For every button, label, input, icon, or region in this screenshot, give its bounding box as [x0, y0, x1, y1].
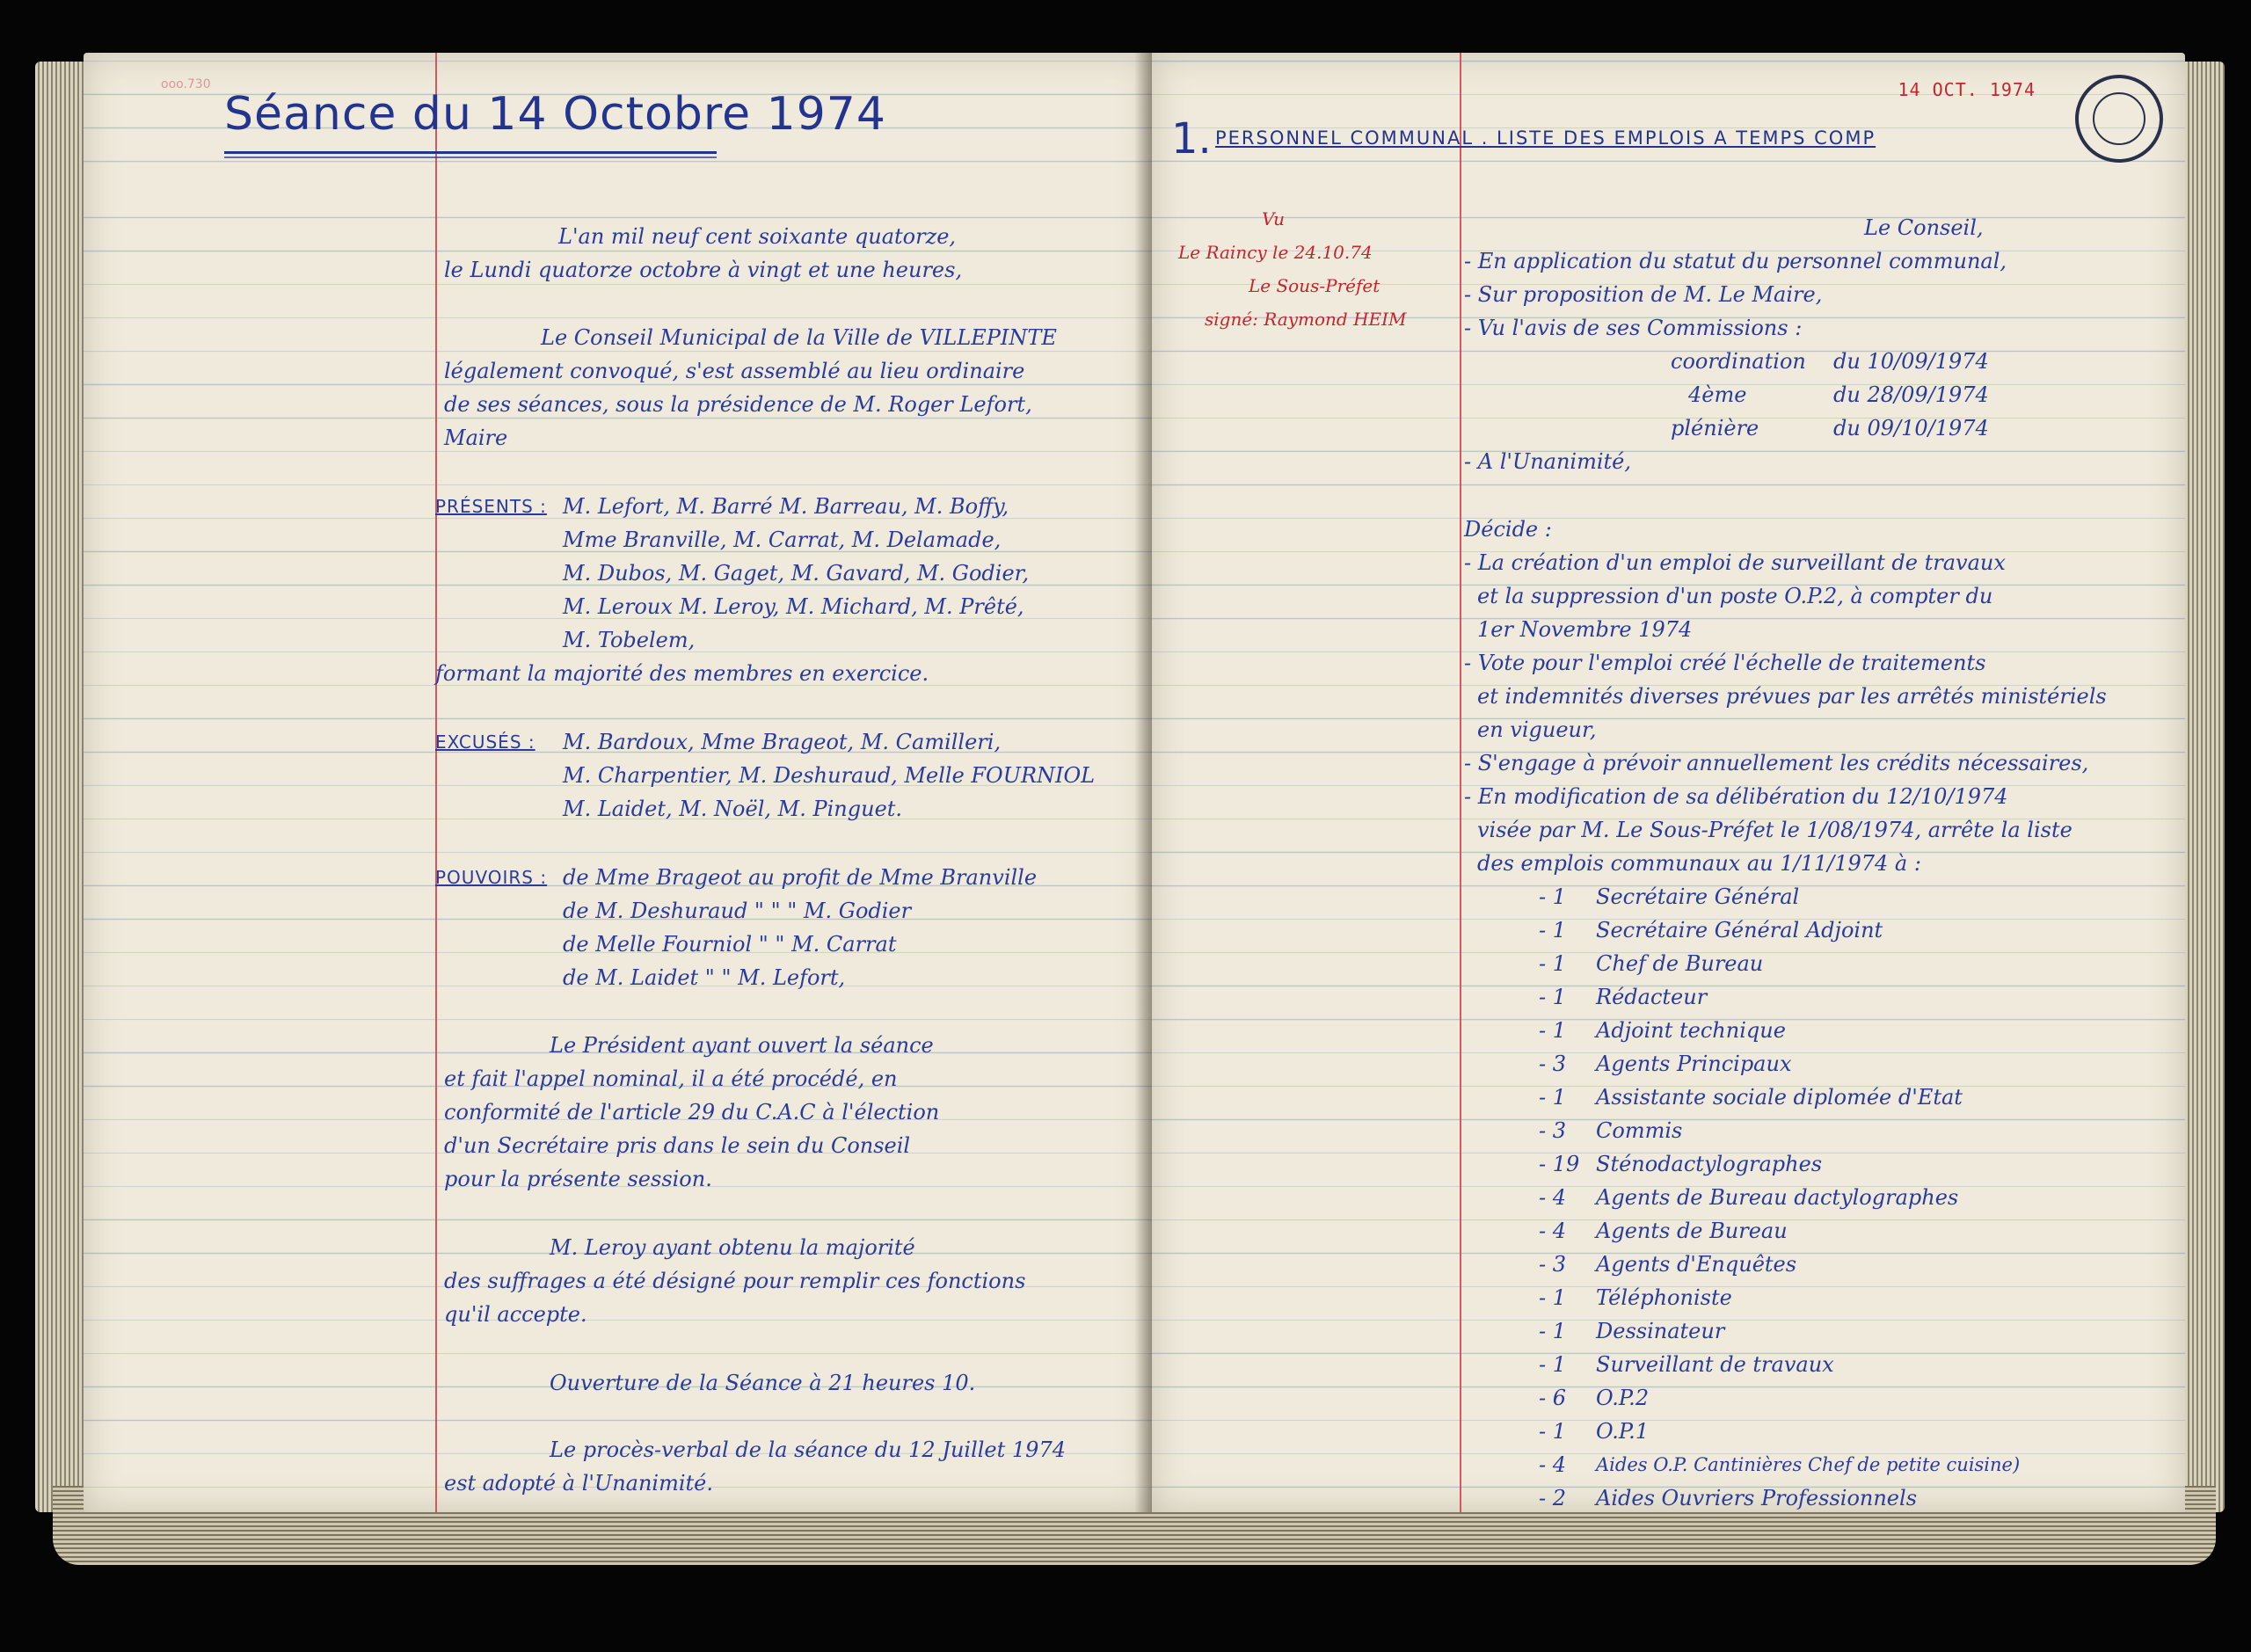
list-item-title: Chef de Bureau [1596, 951, 1764, 976]
commission-date: du 10/09/1974 [1833, 349, 1989, 374]
prefecture-seal [2075, 75, 2163, 163]
presents-line: M. Leroux M. Leroy, M. Michard, M. Prêté, [563, 594, 1024, 619]
list-item-title: O.P.1 [1596, 1419, 1650, 1444]
decision-line: - En modification de sa délibération du 12/10/1974 [1464, 784, 2008, 809]
president-line: conformité de l'article 29 du C.A.C à l'élection [444, 1100, 940, 1124]
visa-line: Le Raincy le 24.10.74 [1178, 242, 1373, 263]
list-item-title: Assistante sociale diplomée d'Etat [1596, 1085, 1963, 1110]
presents-line: Mme Branville, M. Carrat, M. Delamade, [563, 528, 1002, 552]
list-item-title: Sténodactylographes [1596, 1152, 1823, 1176]
list-item-count: - 1 [1539, 1352, 1567, 1377]
list-item-title: Agents de Bureau [1596, 1219, 1788, 1243]
list-item-count: - 1 [1539, 1018, 1567, 1043]
pouvoirs-line: de Mme Brageot au profit de Mme Branville [563, 865, 1038, 890]
list-item-title: Aides O.P. Cantinières Chef de petite cuisine) [1596, 1454, 2021, 1475]
secretaire-line: qu'il accepte. [444, 1302, 587, 1327]
list-item-count: - 1 [1539, 884, 1567, 909]
intro-line: L'an mil neuf cent soixante quatorze, [558, 224, 957, 249]
presents-closing: formant la majorité des membres en exercice. [435, 661, 929, 686]
commission-name: 4ème [1688, 382, 1747, 407]
excuses-label: EXCUSÉS : [435, 731, 535, 753]
seal-inner-ring [2093, 92, 2145, 145]
decision-line: - La création d'un emploi de surveillant de travaux [1464, 550, 2006, 575]
list-item-count: - 19 [1539, 1152, 1580, 1176]
convocation-line: de ses séances, sous la présidence de M. Roger Lefort, [444, 392, 1032, 417]
ouverture-line: Ouverture de la Séance à 21 heures 10. [550, 1371, 976, 1395]
list-item-count: - 1 [1539, 951, 1567, 976]
title-underline [224, 151, 717, 154]
page-title: Séance du 14 Octobre 1974 [224, 88, 886, 141]
secretaire-line: M. Leroy ayant obtenu la majorité [550, 1235, 915, 1260]
pouvoirs-label: POUVOIRS : [435, 867, 548, 888]
proces-verbal-line: est adopté à l'Unanimité. [444, 1471, 713, 1496]
list-item-title: Adjoint technique [1596, 1018, 1786, 1043]
list-item-count: - 1 [1539, 1085, 1567, 1110]
president-line: Le Président ayant ouvert la séance [550, 1033, 934, 1058]
convocation-line: légalement convoqué, s'est assemblé au lieu ordinaire [444, 359, 1025, 383]
list-item-title: Agents Principaux [1596, 1052, 1792, 1076]
list-item-count: - 4 [1539, 1185, 1567, 1210]
list-item-count: - 4 [1539, 1219, 1567, 1243]
list-item-title: Commis [1596, 1118, 1683, 1143]
considerant-line: - Sur proposition de M. Le Maire, [1464, 282, 1823, 307]
pouvoirs-line: de M. Deshuraud " " " M. Godier [563, 899, 912, 923]
decision-line: en vigueur, [1477, 717, 1597, 742]
list-item-title: Secrétaire Général [1596, 884, 1800, 909]
considerant-line: - Vu l'avis de ses Commissions : [1464, 316, 1803, 340]
list-item-count: - 1 [1539, 985, 1567, 1009]
secretaire-line: des suffrages a été désigné pour remplir ces fonctions [444, 1269, 1026, 1293]
decision-line: 1er Novembre 1974 [1477, 617, 1693, 642]
visa-line: signé: Raymond HEIM [1205, 309, 1407, 330]
title-underline-second [224, 156, 717, 158]
commission-date: du 28/09/1974 [1833, 382, 1989, 407]
president-line: d'un Secrétaire pris dans le sein du Conseil [444, 1133, 911, 1158]
item-heading: PERSONNEL COMMUNAL . LISTE DES EMPLOIS A TEMPS COMP [1215, 127, 1876, 149]
convocation-line: Le Conseil Municipal de la Ville de VILLEPINTE [541, 325, 1057, 350]
president-line: pour la présente session. [444, 1167, 712, 1191]
list-item-count: - 3 [1539, 1052, 1567, 1076]
list-item-count: - 3 [1539, 1118, 1567, 1143]
commission-name: plénière [1671, 416, 1759, 440]
left-page-margin-line [435, 53, 437, 1512]
excuses-line: M. Laidet, M. Noël, M. Pinguet. [563, 797, 903, 821]
considerant-line: - En application du statut du personnel communal, [1464, 249, 2007, 273]
faint-page-number: ooo.730 [161, 77, 211, 91]
visa-line: Le Sous-Préfet [1249, 275, 1380, 296]
president-line: et fait l'appel nominal, il a été procédé, en [444, 1066, 898, 1091]
list-item-title: Téléphoniste [1596, 1285, 1732, 1310]
excuses-line: M. Charpentier, M. Deshuraud, Melle FOURNIOL [563, 763, 1096, 788]
list-item-title: Rédacteur [1596, 985, 1708, 1009]
list-item-title: Agents d'Enquêtes [1596, 1252, 1797, 1277]
received-date-stamp: 14 OCT. 1974 [1898, 79, 2036, 100]
presents-line: M. Lefort, M. Barré M. Barreau, M. Boffy, [563, 494, 1009, 519]
right-page-margin-line [1460, 53, 1461, 1512]
list-item-title: Dessinateur [1596, 1319, 1725, 1343]
excuses-line: M. Bardoux, Mme Brageot, M. Camilleri, [563, 730, 1002, 754]
decision-line: - Vote pour l'emploi créé l'échelle de traitements [1464, 651, 1986, 675]
decision-line: et la suppression d'un poste O.P.2, à compter du [1477, 584, 1993, 608]
item-number: 1. [1171, 114, 1212, 164]
decide-label: Décide : [1464, 517, 1552, 542]
list-item-count: - 3 [1539, 1252, 1567, 1277]
presents-label: PRÉSENTS : [435, 496, 547, 517]
decision-line: et indemnités diverses prévues par les arrêtés ministériels [1477, 684, 2107, 709]
presents-line: M. Tobelem, [563, 628, 696, 652]
visa-line: Vu [1262, 208, 1286, 229]
commission-name: coordination [1671, 349, 1806, 374]
left-page [84, 53, 1152, 1512]
right-page [1152, 53, 2185, 1512]
intro-line: le Lundi quatorze octobre à vingt et une heures, [444, 258, 963, 282]
list-item-title: Surveillant de travaux [1596, 1352, 1834, 1377]
list-item-title: Agents de Bureau dactylographes [1596, 1185, 1959, 1210]
convocation-line: Maire [444, 426, 508, 450]
unanimite-line: - A l'Unanimité, [1464, 449, 1632, 474]
pouvoirs-line: de M. Laidet " " M. Lefort, [563, 965, 846, 990]
decision-line: - S'engage à prévoir annuellement les crédits nécessaires, [1464, 751, 2089, 775]
list-item-count: - 1 [1539, 1319, 1567, 1343]
page-edges-left [35, 62, 88, 1512]
decision-line: des emplois communaux au 1/11/1974 à : [1477, 851, 1921, 876]
list-item-title: Secrétaire Général Adjoint [1596, 918, 1883, 942]
list-item-count: - 1 [1539, 918, 1567, 942]
decision-line: visée par M. Le Sous-Préfet le 1/08/1974, arrête la liste [1477, 818, 2073, 842]
list-item-count: - 6 [1539, 1386, 1567, 1410]
le-conseil: Le Conseil, [1864, 215, 1984, 240]
list-item-count: - 1 [1539, 1285, 1567, 1310]
pouvoirs-line: de Melle Fourniol " " M. Carrat [563, 932, 897, 957]
list-item-count: - 1 [1539, 1419, 1567, 1444]
presents-line: M. Dubos, M. Gaget, M. Gavard, M. Godier, [563, 561, 1030, 586]
proces-verbal-line: Le procès-verbal de la séance du 12 Juillet 1974 [550, 1437, 1066, 1462]
list-item-title: O.P.2 [1596, 1386, 1650, 1410]
list-item-count: - 4 [1539, 1452, 1567, 1477]
list-item-title: Aides Ouvriers Professionnels [1596, 1486, 1918, 1510]
list-item-count: - 2 [1539, 1486, 1567, 1510]
commission-date: du 09/10/1974 [1833, 416, 1989, 440]
